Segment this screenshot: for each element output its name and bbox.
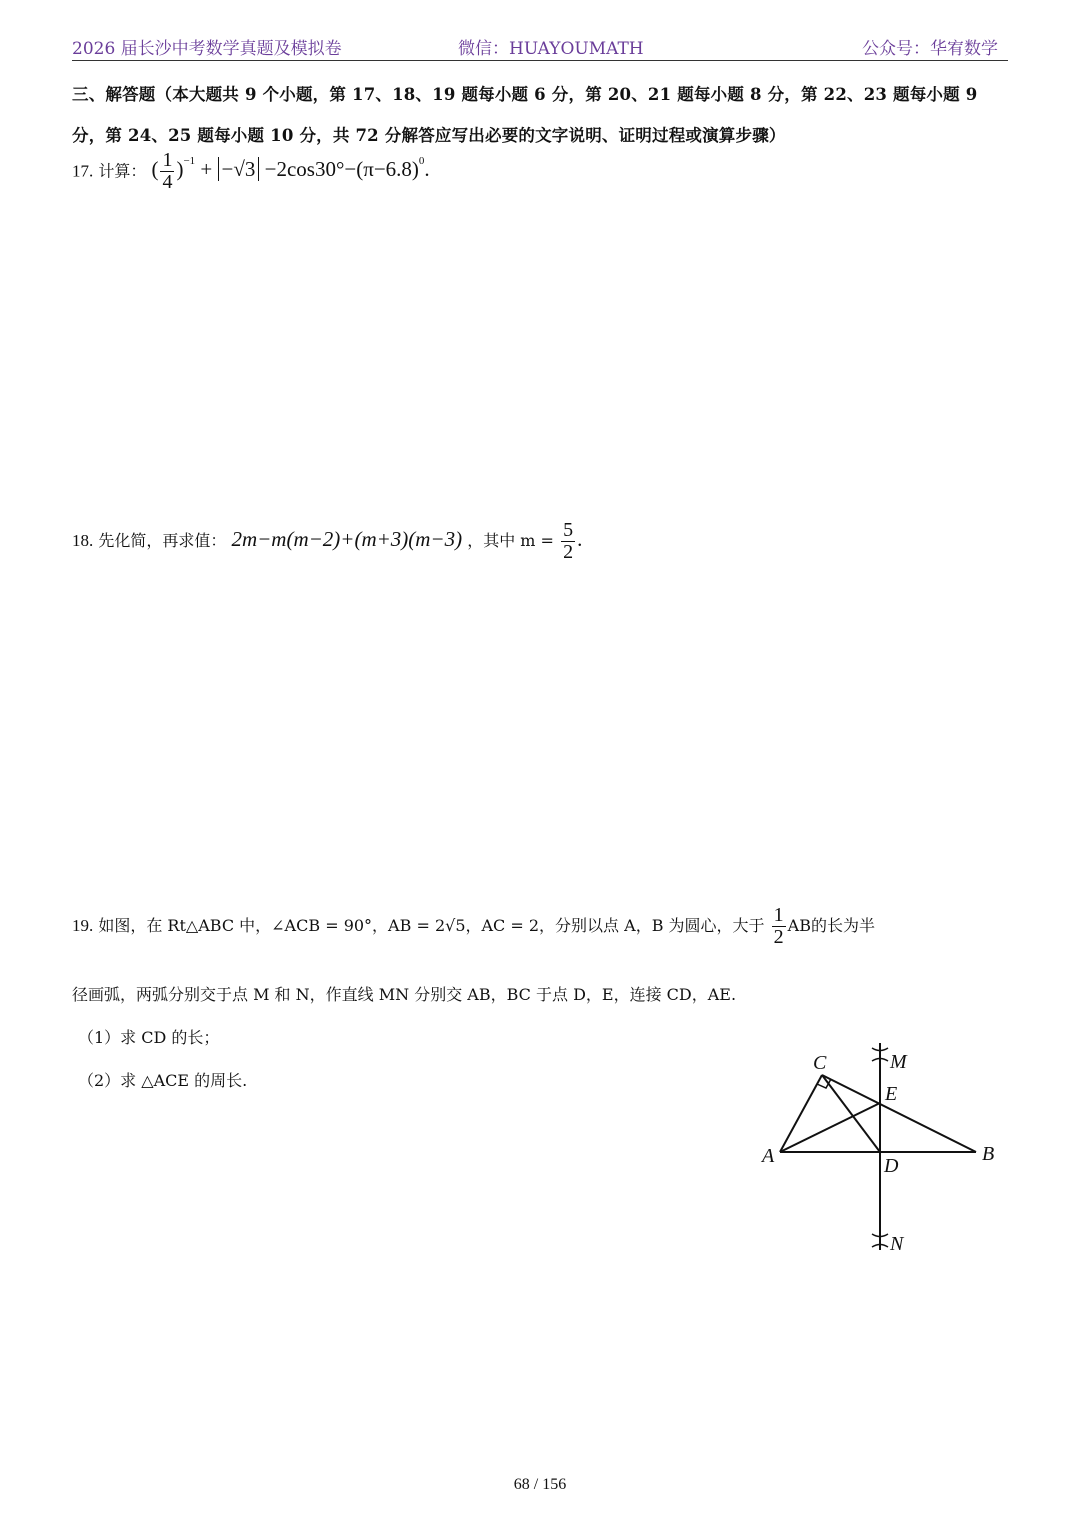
segment-ae: [780, 1103, 880, 1152]
q18-fraction: $\frac{5}{2}$: [563, 519, 574, 563]
q17-number: 17.: [72, 161, 94, 181]
q18-expression: 2m−m(m−2)+(m+3)(m−3): [231, 527, 463, 551]
segment-cd: [822, 1075, 880, 1152]
q17-exponent1: −1: [183, 155, 196, 168]
question-17: [72, 150, 430, 193]
label-a: A: [762, 1145, 775, 1167]
label-b: B: [982, 1143, 995, 1165]
q17-fraction: $\frac{1}{4}$: [162, 149, 173, 193]
q19-line1b: AB的长为半: [787, 916, 875, 935]
q18-condition: ，其中 m =: [467, 531, 554, 550]
label-d: D: [884, 1155, 899, 1177]
q19-fraction: $\frac{1}{2}$: [773, 904, 784, 948]
q17-expression: ( $\frac{1}{4}$ )$^{-1} + -√3 -2\cos 30^\circ-(\pi-6.8)^0$.: [151, 149, 430, 193]
question-19: [72, 905, 875, 948]
q17-rest: −2cos30°−(π−6.8): [264, 157, 419, 182]
page-number: 68 / 156: [513, 1476, 567, 1493]
q18-number: 18.: [72, 531, 94, 550]
q19-part2: （2）求 △ACE 的周长.: [78, 1071, 248, 1090]
label-c: C: [813, 1052, 827, 1074]
q17-prompt: 计算：: [98, 161, 147, 181]
question-18: 18. 先化简，再求值： 2m−m(m−2)+(m+3)(m−3) ，其中 m = $\frac{5}{2}$ .: [72, 519, 583, 563]
header-wechat: 微信：HUAYOUMATH: [458, 39, 644, 59]
label-m: M: [890, 1051, 907, 1073]
q17-absolute-value: −√3: [218, 157, 260, 181]
header-account: 公众号：华宥数学: [862, 39, 998, 59]
section-title-line2: 分，第 24、25 题每小题 10 分，共 72 分解答应写出必要的文字说明、证明过程或演算步骤）: [72, 126, 786, 145]
q19-part1: （1）求 CD 的长；: [78, 1028, 220, 1047]
label-e: E: [885, 1083, 898, 1105]
q18-prompt: 先化简，再求值：: [98, 531, 227, 550]
section-title: [72, 74, 1012, 156]
q19-line2: 径画弧，两弧分别交于点 M 和 N，作直线 MN 分别交 AB，BC 于点 D，E，连接 CD，AE.: [72, 985, 737, 1004]
label-n: N: [890, 1233, 904, 1255]
segment-ac: [780, 1075, 822, 1152]
section-title-line1: 三、解答题（本大题共 9 个小题，第 17、18、19 题每小题 6 分，第 20、21 题每小题 8 分，第 22、23 题每小题 9: [72, 85, 978, 104]
segment-cb: [822, 1075, 976, 1152]
q19-number: 19.: [72, 916, 94, 935]
q19-line1a: 如图，在 Rt△ABC 中，∠ACB = 90°，AB = 2√5，AC = 2，分别以点 A，B 为圆心，大于: [98, 916, 765, 935]
page-header: [72, 32, 1008, 61]
geometry-figure: [758, 1038, 1008, 1263]
q17-exponent2: 0: [418, 155, 425, 168]
header-title: 2026 届长沙中考数学真题及模拟卷: [72, 39, 342, 59]
